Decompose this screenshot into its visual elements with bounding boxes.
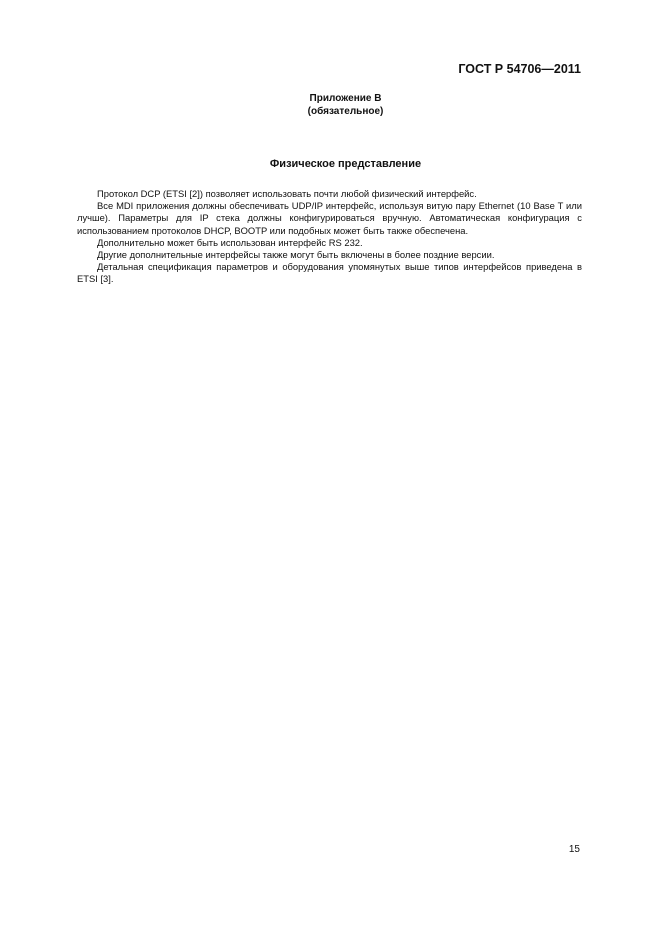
annex-status: (обязательное): [307, 106, 384, 117]
paragraph: Другие дополнительные интерфейсы также могут быть включены в более поздние версии.: [97, 249, 495, 261]
section-title: Физическое представление: [269, 158, 422, 170]
body-text: [77, 188, 582, 286]
section-heading: [0, 158, 661, 170]
standard-code: ГОСТ Р 54706—2011: [458, 62, 581, 76]
paragraph: Протокол DCP (ETSI [2]) позволяет использовать почти любой физический интерфейс.: [97, 188, 477, 199]
paragraph: Все MDI приложения должны обеспечивать UDP/IP интерфейс, используя витую пару Ethernet (10 Base T или лучше). Параметры для IP стека должны конфигурироваться вручную. Автоматическая конфигурация с использованием протоколов DHCP, BOOTP или подобных может быть также обеспечена.: [77, 200, 582, 236]
paragraph: Детальная спецификация параметров и оборудования упомянутых выше типов интерфейсов приведена в ETSI [3].: [77, 261, 582, 285]
annex-heading: [0, 92, 661, 118]
page-number: 15: [568, 844, 580, 855]
paragraph: Дополнительно может быть использован интерфейс RS 232.: [97, 236, 363, 248]
annex-title: Приложение В: [309, 93, 382, 104]
